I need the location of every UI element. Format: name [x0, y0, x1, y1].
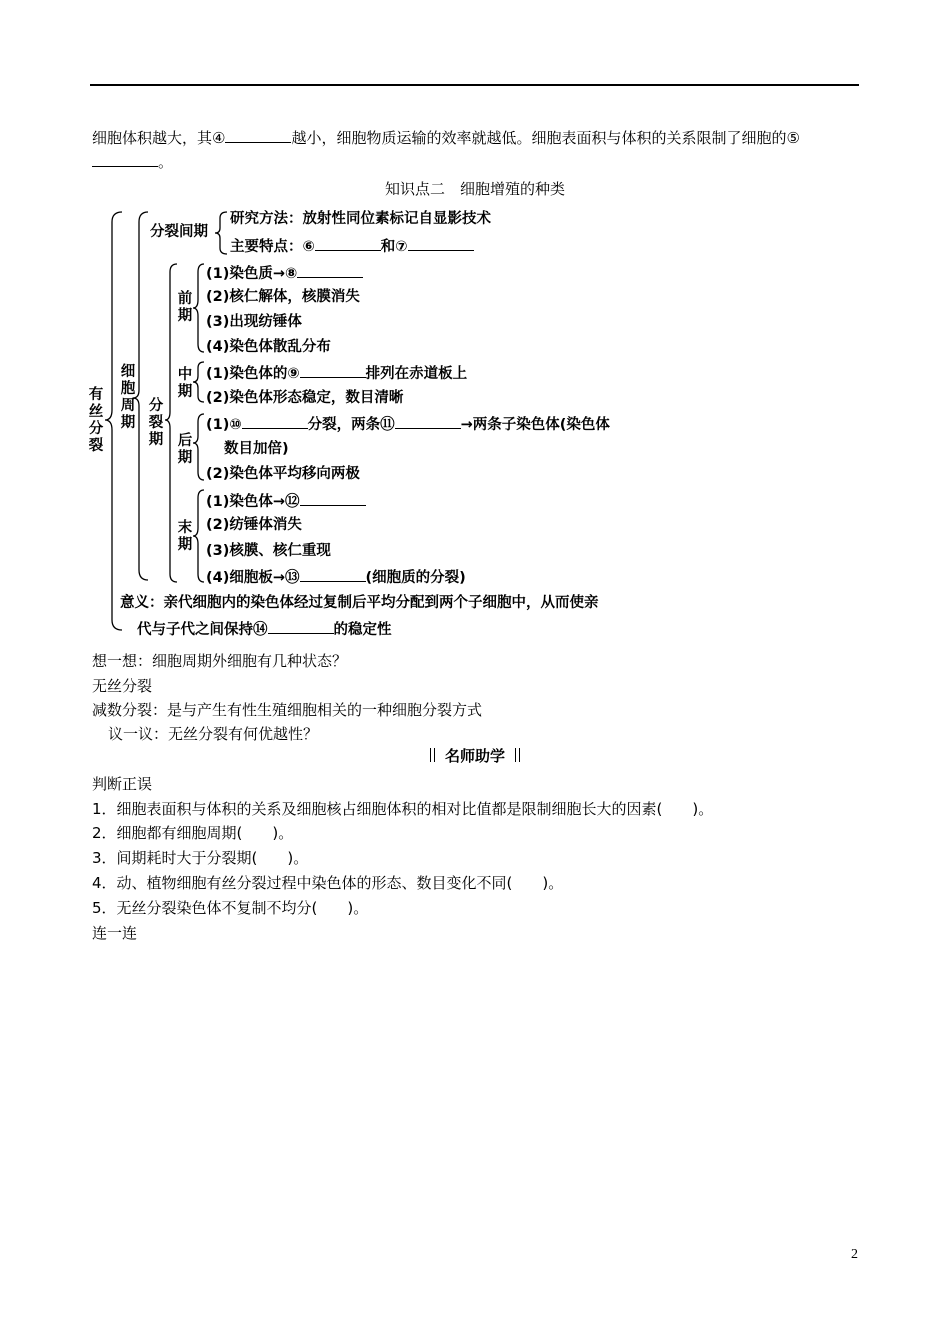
- label-anaphase: 后期: [177, 433, 193, 466]
- amitosis-title: 无丝分裂: [92, 677, 153, 695]
- prophase-item-3: (3)出现纺锤体: [206, 314, 302, 330]
- blank-7: [408, 236, 474, 251]
- metaphase-item-2: (2)染色体形态稳定，数目清晰: [206, 390, 404, 406]
- anaphase-item-1-cont: 数目加倍): [224, 441, 289, 457]
- interphase-method: 研究方法：放射性同位素标记自显影技术: [230, 211, 491, 227]
- think-question: 想一想：细胞周期外细胞有几种状态？: [92, 652, 348, 670]
- label-cell-cycle: 细胞周期: [120, 364, 136, 431]
- telophase-item-4-a: (4)细胞板→⑬: [206, 570, 300, 586]
- label-root: 有丝分裂: [88, 387, 104, 454]
- blank-8: [297, 263, 363, 278]
- judge-item-2: 2．细胞都有细胞周期( )。: [92, 824, 294, 842]
- telophase-item-2: (2)纺锤体消失: [206, 517, 302, 533]
- judge-item-4: 4．动、植物细胞有丝分裂过程中染色体的形态、数目变化不同( )。: [92, 874, 564, 892]
- judge-item-5: 5．无丝分裂染色体不复制不均分( )。: [92, 899, 369, 917]
- label-mitotic: 分裂期: [148, 398, 164, 448]
- metaphase-item-1-b: 排列在赤道板上: [365, 366, 468, 382]
- interphase-features: [230, 236, 474, 256]
- judge-item-3: 3．间期耗时大于分裂期( )。: [92, 849, 309, 867]
- anaphase-item-1-c: →两条子染色体(染色体: [460, 417, 610, 433]
- brace-telophase: [193, 490, 204, 582]
- link-title: 连一连: [92, 924, 138, 942]
- blank-13: [300, 567, 366, 582]
- brace-metaphase: [193, 362, 204, 402]
- telophase-item-1: [206, 491, 366, 511]
- anaphase-item-1: [206, 414, 610, 434]
- meaning-line-2: [137, 619, 392, 639]
- anaphase-item-1-b: 分裂，两条⑪: [307, 417, 395, 433]
- brace-interphase: [215, 212, 227, 254]
- telophase-item-4: [206, 567, 466, 587]
- label-prophase: 前期: [177, 291, 193, 324]
- page-number: 2: [851, 1247, 858, 1262]
- telophase-item-1-text: (1)染色体→⑫: [206, 494, 300, 510]
- features-a: 主要特点：⑥: [230, 239, 315, 255]
- heading-bar-left: [430, 748, 435, 762]
- features-b: 和⑦: [380, 239, 408, 255]
- anaphase-item-1-a: (1)⑩: [206, 417, 242, 433]
- intro-text-a: 细胞体积越大，其④: [92, 129, 226, 147]
- judge-title: 判断正误: [92, 775, 153, 793]
- label-interphase: 分裂间期: [150, 224, 208, 240]
- blank-10: [242, 414, 308, 429]
- meaning-line-2-b: 的稳定性: [333, 622, 392, 638]
- prophase-item-4: (4)染色体散乱分布: [206, 339, 331, 355]
- blank-14: [268, 619, 334, 634]
- prophase-item-1: [206, 263, 363, 283]
- brace-prophase: [193, 264, 204, 352]
- section-title: 知识点二 细胞增殖的种类: [384, 180, 565, 198]
- judge-item-1: 1．细胞表面积与体积的关系及细胞核占细胞体积的相对比值都是限制细胞长大的因素( )。: [92, 800, 714, 818]
- intro-text-b: 越小，细胞物质运输的效率就越低。细胞表面积与体积的关系限制了细胞的⑤: [291, 129, 800, 147]
- label-telophase: 末期: [177, 520, 193, 553]
- prophase-item-1-text: (1)染色质→⑧: [206, 266, 298, 282]
- metaphase-item-1-a: (1)染色体的⑨: [206, 366, 300, 382]
- meaning-line-2-a: 代与子代之间保持⑭: [137, 622, 268, 638]
- brace-anaphase: [193, 414, 204, 480]
- blank-6: [315, 236, 381, 251]
- mingshi-heading: [0, 745, 950, 766]
- label-metaphase: 中期: [177, 367, 193, 400]
- telophase-item-3: (3)核膜、核仁重现: [206, 543, 331, 559]
- heading-bar-right: [515, 748, 520, 762]
- telophase-item-4-b: (细胞质的分裂): [365, 570, 466, 586]
- blank-11: [395, 414, 461, 429]
- prophase-item-2: (2)核仁解体，核膜消失: [206, 289, 360, 305]
- meiosis-definition: 减数分裂：是与产生有性生殖细胞相关的一种细胞分裂方式: [92, 701, 483, 719]
- blank-9: [300, 363, 366, 378]
- blank-12: [300, 491, 366, 506]
- intro-end: 。: [158, 153, 174, 171]
- mingshi-text: 名师助学: [444, 747, 505, 765]
- anaphase-item-2: (2)染色体平均移向两极: [206, 466, 360, 482]
- metaphase-item-1: [206, 363, 467, 383]
- meaning-line-1: 意义：亲代细胞内的染色体经过复制后平均分配到两个子细胞中，从而使亲: [120, 595, 599, 611]
- discuss-question: 议一议：无丝分裂有何优越性？: [108, 725, 319, 743]
